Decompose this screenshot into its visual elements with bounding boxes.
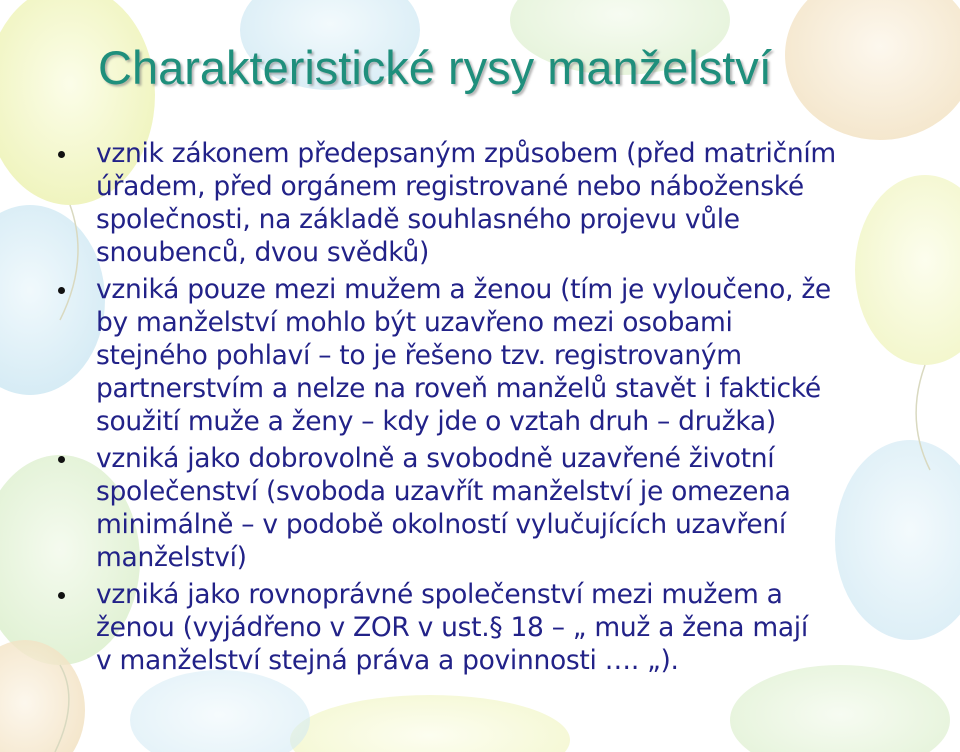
bullet-line: vznik zákonem předepsaným způsobem (před matričním: [96, 138, 836, 169]
bullet-line: vzniká pouze mezi mužem a ženou (tím je vyloučeno, že: [96, 274, 831, 305]
bullet-list: [96, 137, 958, 681]
bullet-dot-icon: [58, 151, 65, 158]
bullet-line: vzniká jako dobrovolně a svobodně uzavřené životní: [96, 443, 775, 474]
bullet-item: [96, 442, 958, 574]
bullet-line: soužití muže a ženy – kdy jde o vztah druh – družka): [96, 406, 776, 437]
bullet-line: snoubenců, dvou svědků): [96, 237, 430, 268]
bullet-line: společenství (svoboda uzavřít manželství je omezena: [96, 476, 791, 507]
bullet-line: manželství): [96, 542, 247, 573]
slide-title: Charakteristické rysy manželství: [98, 41, 772, 94]
bullet-line: stejného pohlaví – to je řešeno tzv. registrovaným: [96, 340, 742, 371]
bullet-item: [96, 273, 958, 438]
bullet-text: [96, 137, 958, 269]
bullet-line: partnerstvím a nelze na roveň manželů stavět i faktické: [96, 373, 821, 404]
bullet-line: by manželství mohlo být uzavřeno mezi osobami: [96, 307, 733, 338]
bullet-item: [96, 137, 958, 269]
bullet-text: [96, 578, 958, 677]
bullet-text: [96, 442, 958, 574]
bullet-dot-icon: [58, 287, 65, 294]
bullet-line: v manželství stejná práva a povinnosti …. „).: [96, 645, 679, 676]
bullet-dot-icon: [58, 456, 65, 463]
bullet-line: společnosti, na základě souhlasného projevu vůle: [96, 204, 740, 235]
bullet-line: vzniká jako rovnoprávné společenství mezi mužem a: [96, 579, 783, 610]
bullet-item: [96, 578, 958, 677]
bullet-line: úřadem, před orgánem registrované nebo náboženské: [96, 171, 804, 202]
bullet-line: ženou (vyjádřeno v ZOR v ust.§ 18 – „ muž a žena mají: [96, 612, 808, 643]
bullet-dot-icon: [58, 592, 65, 599]
bullet-text: [96, 273, 958, 438]
bullet-line: minimálně – v podobě okolností vylučujících uzavření: [96, 509, 786, 540]
